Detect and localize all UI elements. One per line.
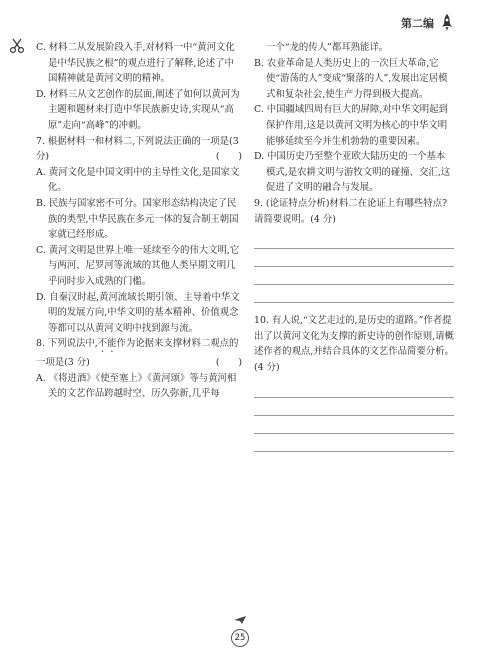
- q8-option-b: B. 农业革命是人类历史上的一次巨大革命,它使“游荡的人”变成“聚落的人”,发展出定居模式和复杂社会,使生产力得到极大提高。: [254, 57, 448, 100]
- answer-line[interactable]: [254, 434, 454, 452]
- q8-option-a: A. 《将进酒》《使至塞上》《黄河颂》等与黄河相关的文艺作品跨越时空、历久弥新,几乎每: [36, 372, 237, 400]
- answer-lines-10[interactable]: [254, 380, 454, 452]
- question-7-stem: 7. 根据材料一和材料二,下列说法正确的一项是(3 分): [36, 135, 239, 163]
- q7-option-a: A. 黄河文化是中国文明中的主导性文化,是国家文化。: [36, 166, 240, 194]
- option-d-prev: D. 材料三从文艺创作的层面,阐述了如何以黄河为主题和题材来打造中华民族新史诗,实现从“高原”走向“高峰”的冲刺。: [36, 88, 240, 131]
- scissors-icon: [9, 38, 25, 54]
- answer-line[interactable]: [254, 249, 454, 267]
- answer-line[interactable]: [254, 398, 454, 416]
- paper-plane-icon: [234, 616, 246, 624]
- answer-paren-7[interactable]: ( ): [215, 151, 242, 163]
- answer-line[interactable]: [254, 380, 454, 398]
- right-column: [254, 40, 454, 452]
- q7-option-b: B. 民族与国家密不可分。国家形态结构决定了民族的类型,中华民族在多元一体的复合制王朝国家就已经形成。: [36, 197, 239, 241]
- question-8-stem-a: 8. 下列说法中,: [36, 338, 98, 350]
- q8-option-a-continued: 一个“龙的传人”都耳熟能详。: [266, 42, 389, 53]
- question-10: 10. 有人说,“文艺走过的,是历史的道路。”作者提出了以黄河文化为支撑的新史诗的创作原则,请概述作者的观点,并结合具体的文艺作品简要分析。(4 分): [254, 315, 454, 373]
- answer-line[interactable]: [254, 267, 454, 285]
- answer-lines-9[interactable]: [254, 231, 454, 303]
- q7-option-d: D. 自秦汉时起,黄河流域长期引领、主导着中华文明的发展方向,中华文明的基本精神、价值观念等都可以从黄河文明中找到源与流。: [36, 291, 240, 334]
- option-c-prev: C. 材料二从发展阶段入手,对材料一中“黄河文化是中华民族之根”的观点进行了解释,论述了中国精神就是黄河文明的精神。: [36, 42, 235, 85]
- answer-paren-8[interactable]: ( ): [215, 357, 242, 369]
- answer-line[interactable]: [254, 231, 454, 249]
- section-label: 第二编: [401, 17, 434, 30]
- answer-line[interactable]: [254, 416, 454, 434]
- question-8: [36, 336, 242, 371]
- left-column: [36, 40, 242, 402]
- rocket-icon: [440, 14, 454, 32]
- question-9: 9. (论证特点分析)材料二在论证上有哪些特点?请简要说明。(4 分): [254, 197, 448, 225]
- question-7: [36, 134, 242, 165]
- header: [401, 14, 454, 32]
- question-8-emphasis: 不能: [97, 338, 117, 350]
- q7-option-c: C. 黄河文明是世界上唯一延续至今的伟大文明,它与两河、尼罗河等流域的其他人类早期文明几乎同时步入成熟的门槛。: [36, 244, 240, 287]
- page-number: 25: [231, 629, 249, 647]
- q8-option-d: D. 中国历史乃至整个亚欧大陆历史的一个基本模式,是农耕文明与游牧文明的碰撞、交汇,这促进了文明的融合与发展。: [254, 151, 451, 194]
- footer: [0, 616, 480, 647]
- question-8-stem-b: 作为论据来支撑材料二观点的一项是(3 分): [36, 338, 239, 369]
- answer-line[interactable]: [254, 285, 454, 303]
- q8-option-c: C. 中国疆域四周有巨大的屏障,对中华文明起到保护作用,这是以黄河文明为核心的中华文明能够延续至今并生机勃勃的重要因素。: [254, 104, 448, 147]
